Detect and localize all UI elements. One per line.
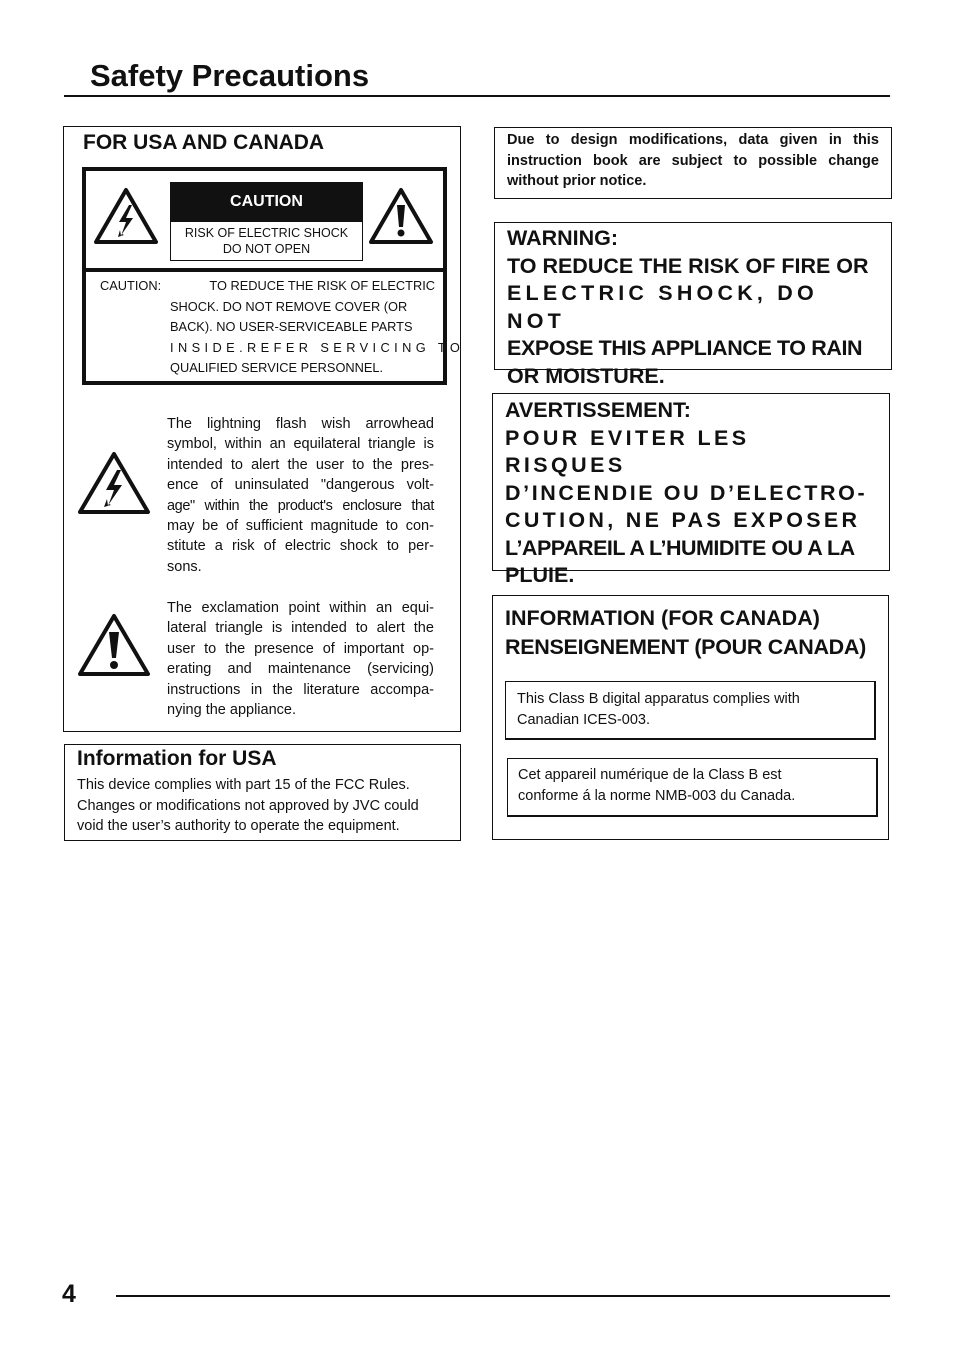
text-line: erating and maintenance (servicing): [167, 661, 434, 678]
text-line: void the user’s authority to operate the equipment.: [77, 818, 400, 834]
heading-line: RENSEIGNEMENT (POUR CANADA): [505, 634, 866, 659]
text-line: intended to alert the user to the pres-: [167, 456, 434, 473]
text-line: D’INCENDIE OU D’ELECTRO-: [505, 480, 868, 505]
exclamation-warning-icon: [368, 187, 434, 245]
page-number: 4: [62, 1280, 76, 1308]
canada-heading: [505, 604, 885, 661]
warning-heading: WARNING:: [507, 226, 619, 250]
lightning-symbol-icon: [76, 450, 152, 516]
avertissement-heading: AVERTISSEMENT:: [505, 398, 691, 422]
text-line: instructions in the literature accompa-: [167, 681, 434, 698]
canada-french-text: [518, 765, 868, 806]
caution-text-4: INSIDE.REFER SERVICING TO: [170, 339, 465, 355]
text-line: CUTION, NE PAS EXPOSER: [505, 508, 861, 532]
text-line: stitute a risk of electric shock to per-: [167, 538, 434, 555]
avertissement-text: [505, 397, 877, 590]
text-line: OR MOISTURE.: [507, 363, 665, 388]
warning-text: [507, 225, 879, 390]
usa-canada-heading: FOR USA AND CANADA: [83, 131, 325, 154]
text-line: conforme á la norme NMB-003 du Canada.: [518, 787, 796, 804]
text-line: This device complies with part 15 of the FCC Rules.: [77, 777, 410, 793]
text-line: age" within the product's enclosure that: [167, 497, 434, 514]
caution-header: CAUTION: [170, 182, 363, 221]
caution-label-divider: [86, 268, 443, 272]
risk-line: DO NOT OPEN: [222, 242, 311, 256]
caution-text-3: BACK). NO USER-SERVICEABLE PARTS: [170, 319, 413, 334]
text-line: ence of uninsulated "dangerous volt-: [167, 477, 434, 494]
caution-risk-text: [170, 221, 363, 261]
text-line: ELECTRIC SHOCK, DO NOT: [507, 281, 818, 333]
exclamation-symbol-icon: [76, 612, 152, 678]
footer-rule: [116, 1295, 890, 1297]
caution-label-text: [100, 276, 465, 379]
caution-prefix: CAUTION:: [100, 278, 162, 293]
caution-text-line: [100, 276, 435, 297]
exclamation-description: [167, 598, 434, 720]
text-line: lateral triangle is intended to alert the: [167, 620, 434, 637]
text-line: nying the appliance.: [167, 702, 296, 719]
text-line: may be of sufficient magnitude to con-: [167, 518, 434, 535]
text-line: sons.: [167, 558, 202, 575]
text-line: The exclamation point within an equi-: [167, 600, 434, 616]
caution-text-1: TO REDUCE THE RISK OF ELECTRIC: [209, 278, 435, 293]
notice-text: [507, 130, 879, 192]
text-line: Due to design modifications, data given in this: [507, 132, 879, 148]
text-line: The lightning flash wish arrowhead: [167, 416, 434, 432]
usa-info-text: [77, 775, 449, 837]
text-line: POUR EVITER LES RISQUES: [505, 425, 750, 477]
heading-line: INFORMATION (FOR CANADA): [505, 606, 820, 630]
text-line: user to the presence of important op-: [167, 640, 434, 657]
lightning-warning-icon: [93, 187, 159, 245]
canada-english-text: [517, 689, 867, 730]
text-line: Changes or modifications not approved by JVC could: [77, 797, 419, 814]
text-line: instruction book are subject to possible change: [507, 152, 879, 169]
text-line: L’APPAREIL A L’HUMIDITE OU A LA: [505, 535, 855, 560]
risk-line: RISK OF ELECTRIC SHOCK: [184, 226, 349, 240]
title-rule: [64, 95, 890, 97]
text-line: This Class B digital apparatus complies with: [517, 691, 800, 707]
text-line: Canadian ICES-003.: [517, 711, 650, 728]
text-line: without prior notice.: [507, 173, 647, 189]
caution-text-5: QUALIFIED SERVICE PERSONNEL.: [170, 360, 384, 375]
lightning-description: [167, 414, 434, 577]
text-line: TO REDUCE THE RISK OF FIRE OR: [507, 253, 869, 278]
text-line: EXPOSE THIS APPLIANCE TO RAIN: [507, 336, 863, 360]
text-line: symbol, within an equilateral triangle is: [167, 436, 434, 453]
caution-text-2: SHOCK. DO NOT REMOVE COVER (OR: [170, 298, 408, 314]
page-title: Safety Precautions: [90, 58, 370, 93]
usa-info-heading: Information for USA: [77, 747, 277, 770]
text-line: PLUIE.: [505, 563, 575, 587]
text-line: Cet appareil numérique de la Class B est: [518, 767, 782, 783]
